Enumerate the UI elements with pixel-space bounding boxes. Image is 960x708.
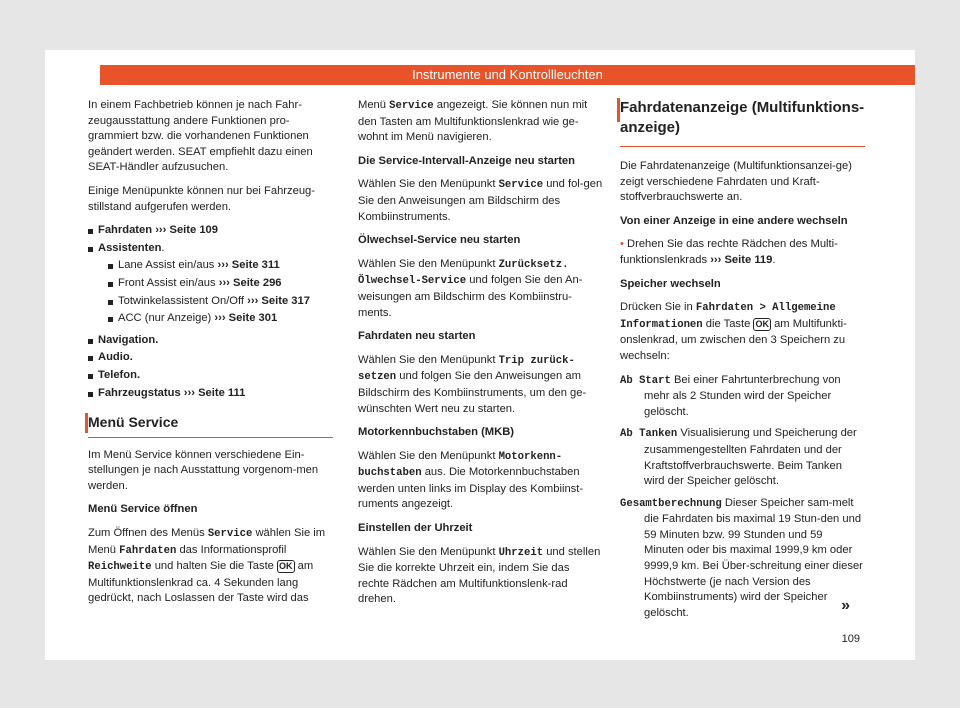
page-ref-link[interactable]: ››› Seite 311 xyxy=(217,259,280,272)
definition-item: Ab Tanken Visualisierung und Speicherung der zusammengestellten Fahrdaten und der Kraftstoffverbrauchswerte. Beim Tanken wird der Speicher gelöscht. xyxy=(620,427,857,488)
paragraph: Wählen Sie den Menüpunkt Zurücksetz. Ölwechsel-Service und folgen Sie den An-weisungen am Bildschirm des Kombiinstru-ments. xyxy=(358,257,583,319)
page-ref-link[interactable]: ››› Seite 119 xyxy=(710,253,773,266)
subheading: Motorkennbuchstaben (MKB) xyxy=(358,426,514,439)
paragraph: Drücken Sie in Fahrdaten > Allgemeine Informationen die Taste OK am Multifunkti-onslenkrad, um zwischen den 3 Speichern zu wechseln: xyxy=(620,301,847,362)
list-item: Assistenten. Lane Assist ein/aus ››› Seite 311 Front Assist ein/aus ››› Seite 296 Totwinkelassistent On/Off ››› Seite 317 ACC (nur Anzeige) ››› Seite 301 xyxy=(88,241,333,327)
page-ref-link[interactable]: ››› Seite 111 xyxy=(183,386,246,399)
memory-definitions xyxy=(620,373,865,622)
list-item: Lane Assist ein/aus ››› Seite 311 xyxy=(108,258,333,274)
definition-item: Ab Start Bei einer Fahrtunterbrechung von mehr als 2 Stunden wird der Speicher gelöscht. xyxy=(620,373,841,418)
column-middle xyxy=(358,98,603,616)
ok-key-icon: OK xyxy=(755,318,769,329)
menu-list xyxy=(88,223,333,401)
subheading: Von einer Anzeige in eine andere wechseln xyxy=(620,214,848,227)
service-open-paragraph: Zum Öffnen des Menüs Service wählen Sie im Menü Fahrdaten das Informationsprofil Reichweite und halten Sie die Taste OK am Multifunktionslenkrad ca. 4 Sekunden lang gedrückt, nach Loslassen der Taste wird das xyxy=(88,527,326,605)
subheading: Einstellen der Uhrzeit xyxy=(358,522,473,535)
bullet-icon: • xyxy=(620,238,624,251)
page-ref-link[interactable]: ››› Seite 109 xyxy=(155,224,219,237)
service-intro: Im Menü Service können verschiedene Ein-stellungen je nach Ausstattung vorgenom-men werden. xyxy=(88,448,319,492)
definition-item: Gesamtberechnung Dieser Speicher sam-melt die Fahrdaten bis maximal 19 Stun-den und 59 Minuten bzw. 99 Stunden und 59 Minuten oder bis maximal 1999,9 km oder 9999,9 km. Bei Über-schreitung einer dieser Höchstwerte (je nach Version des Kombiinstruments) wird der Speicher gelöscht. xyxy=(620,496,863,619)
ok-key-icon: OK xyxy=(279,561,293,572)
subheading: Ölwechsel-Service neu starten xyxy=(358,234,521,247)
manual-page xyxy=(45,50,915,660)
list-item: Navigation. xyxy=(88,333,333,349)
continue-marker: » xyxy=(841,597,850,614)
column-right xyxy=(620,98,865,627)
section-heading-menu-service: Menü Service xyxy=(88,415,333,438)
paragraph: Die Fahrdatenanzeige (Multifunktionsanzei-ge) zeigt verschiedene Fahrdaten und Kraft-stoffverbrauchswerte an. xyxy=(620,160,852,204)
page-ref-link[interactable]: ››› Seite 296 xyxy=(218,276,282,289)
page-ref-link[interactable]: ››› Seite 301 xyxy=(214,312,278,325)
subheading: Die Service-Intervall-Anzeige neu starten xyxy=(358,154,575,167)
paragraph: Wählen Sie den Menüpunkt Motorkenn-buchstaben aus. Die Motorkennbuchstaben werden unten links im Display des Kombiinst-ruments angezeigt. xyxy=(358,449,584,511)
section-banner: Instrumente und Kontrollleuchten xyxy=(100,65,915,85)
page-number: 109 xyxy=(841,633,860,645)
paragraph: Menü Service angezeigt. Sie können nun mit den Tasten am Multifunktionslenkrad wie ge-wohnt im Menü navigieren. xyxy=(358,99,588,144)
list-item: ACC (nur Anzeige) ››› Seite 301 xyxy=(108,311,333,327)
list-item: Fahrdaten ››› Seite 109 xyxy=(88,223,333,239)
subheading: Menü Service öffnen xyxy=(88,503,198,516)
list-item: Front Assist ein/aus ››› Seite 296 xyxy=(108,276,333,292)
intro-paragraph: In einem Fachbetrieb können je nach Fahr-zeugausstattung andere Funktionen pro-grammiert bzw. die vorhandenen Funktionen geändert werden. SEAT empfiehlt dazu einen SEAT-Händler aufzusuchen. xyxy=(88,99,313,174)
note-paragraph: Einige Menüpunkte können nur bei Fahrzeug-stillstand aufgerufen werden. xyxy=(88,184,316,213)
list-item: Totwinkelassistent On/Off ››› Seite 317 xyxy=(108,294,333,310)
subheading: Fahrdaten neu starten xyxy=(358,330,476,343)
paragraph: Wählen Sie den Menüpunkt Trip zurück-setzen und folgen Sie den Anweisungen am Bildschirm des Kombiinstruments, um den ge-wünschten Wert neu zu starten. xyxy=(358,353,587,415)
paragraph: • Drehen Sie das rechte Rädchen des Multi-funktionslenkrads ››› Seite 119. xyxy=(620,238,838,266)
section-heading-fahrdatenanzeige: Fahrdatenanzeige (Multifunktions-anzeige) xyxy=(620,98,865,147)
paragraph: Wählen Sie den Menüpunkt Service und fol-gen Sie den Anweisungen am Bildschirm des Kombiinstruments. xyxy=(358,178,603,223)
list-item: Audio. xyxy=(88,350,333,366)
subheading: Speicher wechseln xyxy=(620,277,721,290)
list-item: Telefon. xyxy=(88,368,333,384)
page-ref-link[interactable]: ››› Seite 317 xyxy=(247,294,310,307)
list-item: Fahrzeugstatus ››› Seite 111 xyxy=(88,386,333,402)
column-left xyxy=(88,98,333,615)
paragraph: Wählen Sie den Menüpunkt Uhrzeit und stellen Sie die korrekte Uhrzeit ein, indem Sie das rechte Rädchen am Multifunktionslenk-rad drehen. xyxy=(358,545,601,606)
sub-list xyxy=(98,258,333,326)
